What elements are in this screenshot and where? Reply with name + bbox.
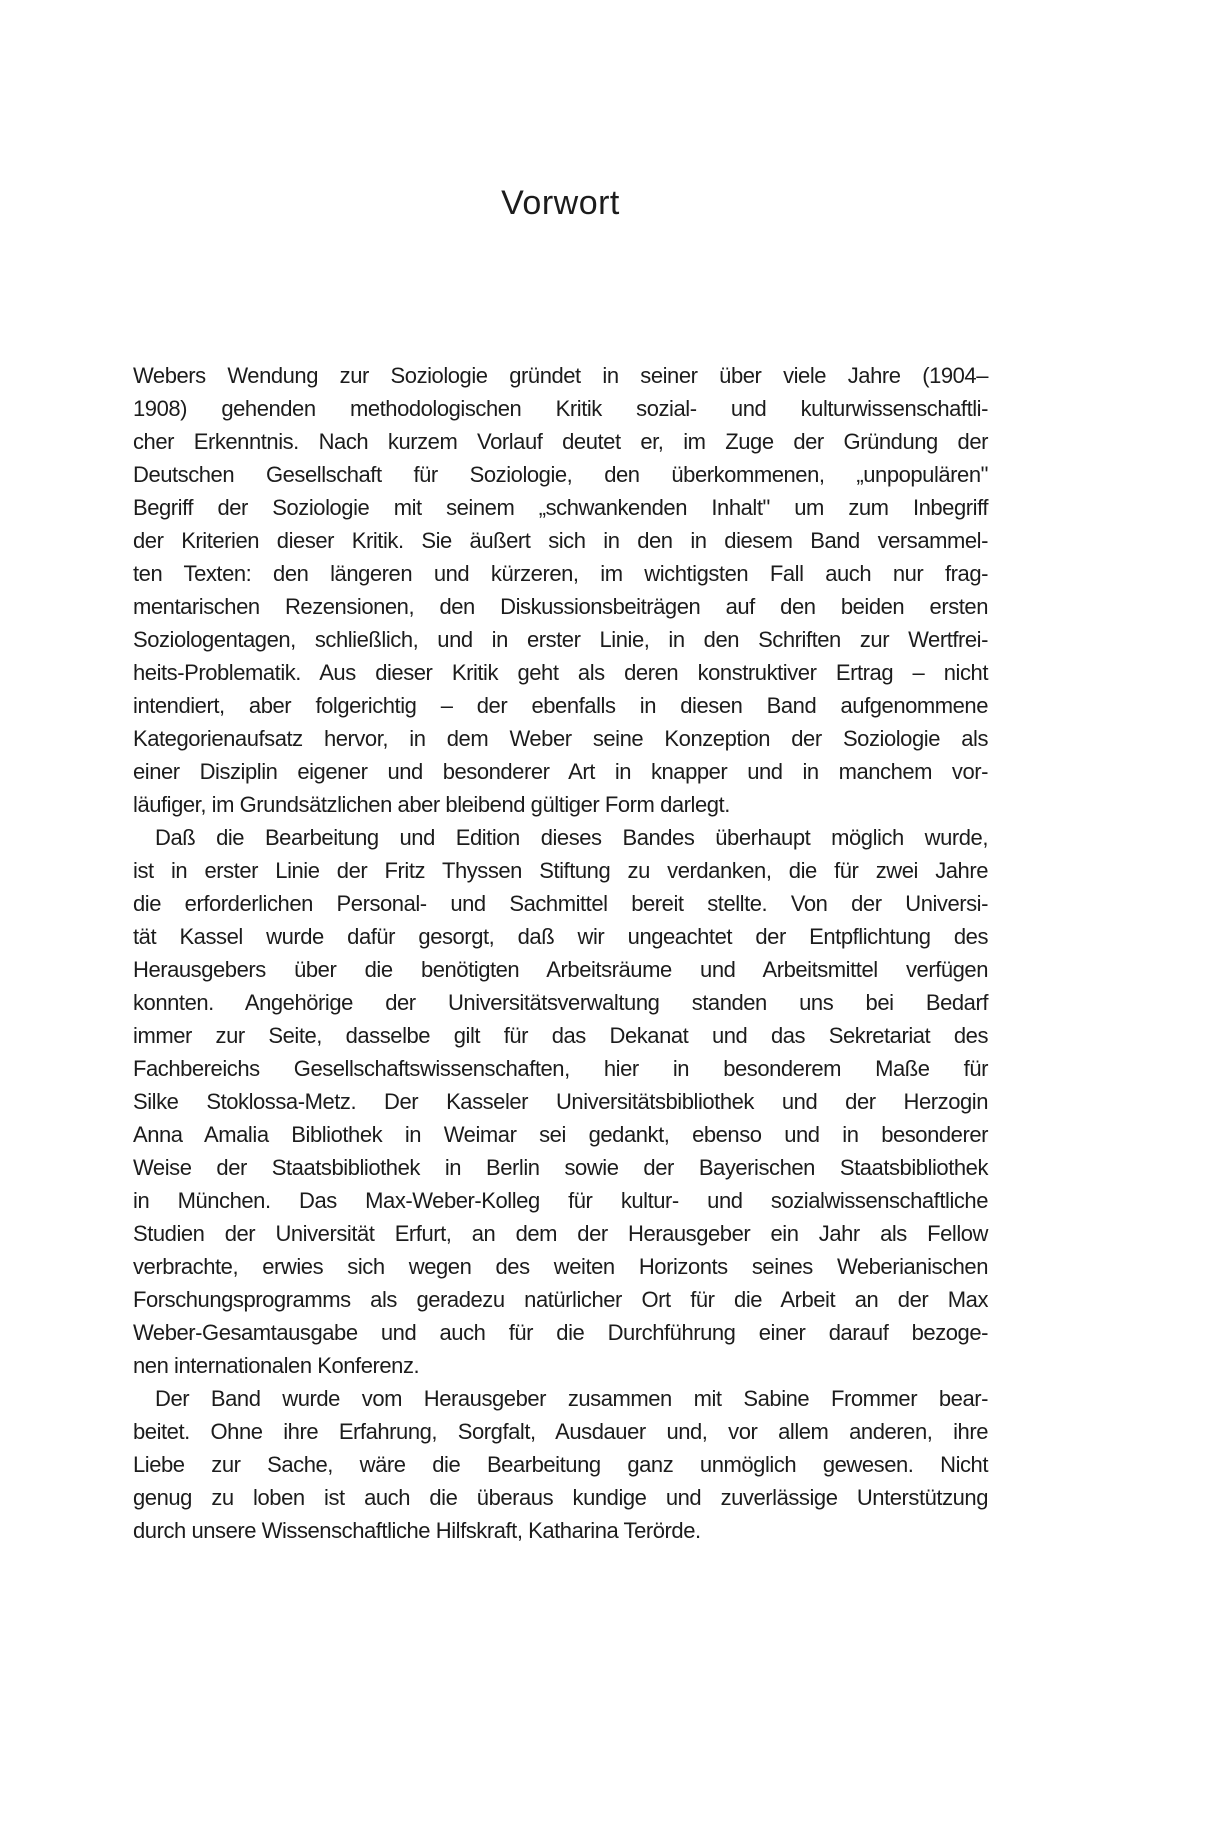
text-line: 1908) gehenden methodologischen Kritik sozial- und kulturwissenschaftli-	[133, 396, 988, 421]
text-line: ist in erster Linie der Fritz Thyssen Stiftung zu verdanken, die für zwei Jahre	[133, 858, 988, 883]
text-line: beitet. Ohne ihre Erfahrung, Sorgfalt, Ausdauer und, vor allem anderen, ihre	[133, 1419, 988, 1444]
text-line: die erforderlichen Personal- und Sachmittel bereit stellte. Von der Universi-	[133, 891, 988, 916]
text-line: konnten. Angehörige der Universitätsverwaltung standen uns bei Bedarf	[133, 990, 988, 1015]
text-line: verbrachte, erwies sich wegen des weiten Horizonts seines Weberianischen	[133, 1254, 988, 1279]
text-line: immer zur Seite, dasselbe gilt für das Dekanat und das Sekretariat des	[133, 1023, 988, 1048]
preface-text-block	[133, 359, 988, 1547]
text-line: Webers Wendung zur Soziologie gründet in seiner über viele Jahre (1904–	[133, 363, 988, 388]
text-line: Liebe zur Sache, wäre die Bearbeitung ganz unmöglich gewesen. Nicht	[133, 1452, 988, 1477]
text-line: Weise der Staatsbibliothek in Berlin sowie der Bayerischen Staatsbibliothek	[133, 1155, 988, 1180]
text-line: Deutschen Gesellschaft für Soziologie, den überkommenen, „unpopulären"	[133, 462, 988, 487]
text-line: läufiger, im Grundsätzlichen aber bleibend gültiger Form darlegt.	[133, 792, 730, 817]
text-line: Silke Stoklossa-Metz. Der Kasseler Universitätsbibliothek und der Herzogin	[133, 1089, 988, 1114]
text-line: Soziologentagen, schließlich, und in erster Linie, in den Schriften zur Wertfrei-	[133, 627, 988, 652]
text-line: ten Texten: den längeren und kürzeren, im wichtigsten Fall auch nur frag-	[133, 561, 988, 586]
text-line: der Kriterien dieser Kritik. Sie äußert sich in den in diesem Band versammel-	[133, 528, 988, 553]
text-line: Studien der Universität Erfurt, an dem der Herausgeber ein Jahr als Fellow	[133, 1221, 988, 1246]
text-line: nen internationalen Konferenz.	[133, 1353, 420, 1378]
text-line: intendiert, aber folgerichtig – der ebenfalls in diesen Band aufgenommene	[133, 693, 988, 718]
text-line: Forschungsprogramms als geradezu natürlicher Ort für die Arbeit an der Max	[133, 1287, 988, 1312]
text-line: tät Kassel wurde dafür gesorgt, daß wir ungeachtet der Entpflichtung des	[133, 924, 988, 949]
text-line: Anna Amalia Bibliothek in Weimar sei gedankt, ebenso und in besonderer	[133, 1122, 988, 1147]
text-line: Der Band wurde vom Herausgeber zusammen mit Sabine Frommer bear-	[155, 1386, 988, 1411]
text-line: Begriff der Soziologie mit seinem „schwankenden Inhalt" um zum Inbegriff	[133, 495, 988, 520]
text-line: mentarischen Rezensionen, den Diskussionsbeiträgen auf den beiden ersten	[133, 594, 988, 619]
text-line: Weber-Gesamtausgabe und auch für die Durchführung einer darauf bezoge-	[133, 1320, 988, 1345]
text-line: Kategorienaufsatz hervor, in dem Weber seine Konzeption der Soziologie als	[133, 726, 988, 751]
text-line: cher Erkenntnis. Nach kurzem Vorlauf deutet er, im Zuge der Gründung der	[133, 429, 988, 454]
text-line: heits-Problematik. Aus dieser Kritik geht als deren konstruktiver Ertrag – nicht	[133, 660, 988, 685]
text-line: Daß die Bearbeitung und Edition dieses Bandes überhaupt möglich wurde,	[155, 825, 988, 850]
text-line: durch unsere Wissenschaftliche Hilfskraft, Katharina Terörde.	[133, 1518, 701, 1543]
page-title: Vorwort	[501, 184, 620, 222]
text-line: Fachbereichs Gesellschaftswissenschaften, hier in besonderem Maße für	[133, 1056, 988, 1081]
text-line: in München. Das Max-Weber-Kolleg für kultur- und sozialwissenschaftliche	[133, 1188, 988, 1213]
text-line: Herausgebers über die benötigten Arbeitsräume und Arbeitsmittel verfügen	[133, 957, 988, 982]
text-line: genug zu loben ist auch die überaus kundige und zuverlässige Unterstützung	[133, 1485, 988, 1510]
text-line: einer Disziplin eigener und besonderer Art in knapper und in manchem vor-	[133, 759, 988, 784]
